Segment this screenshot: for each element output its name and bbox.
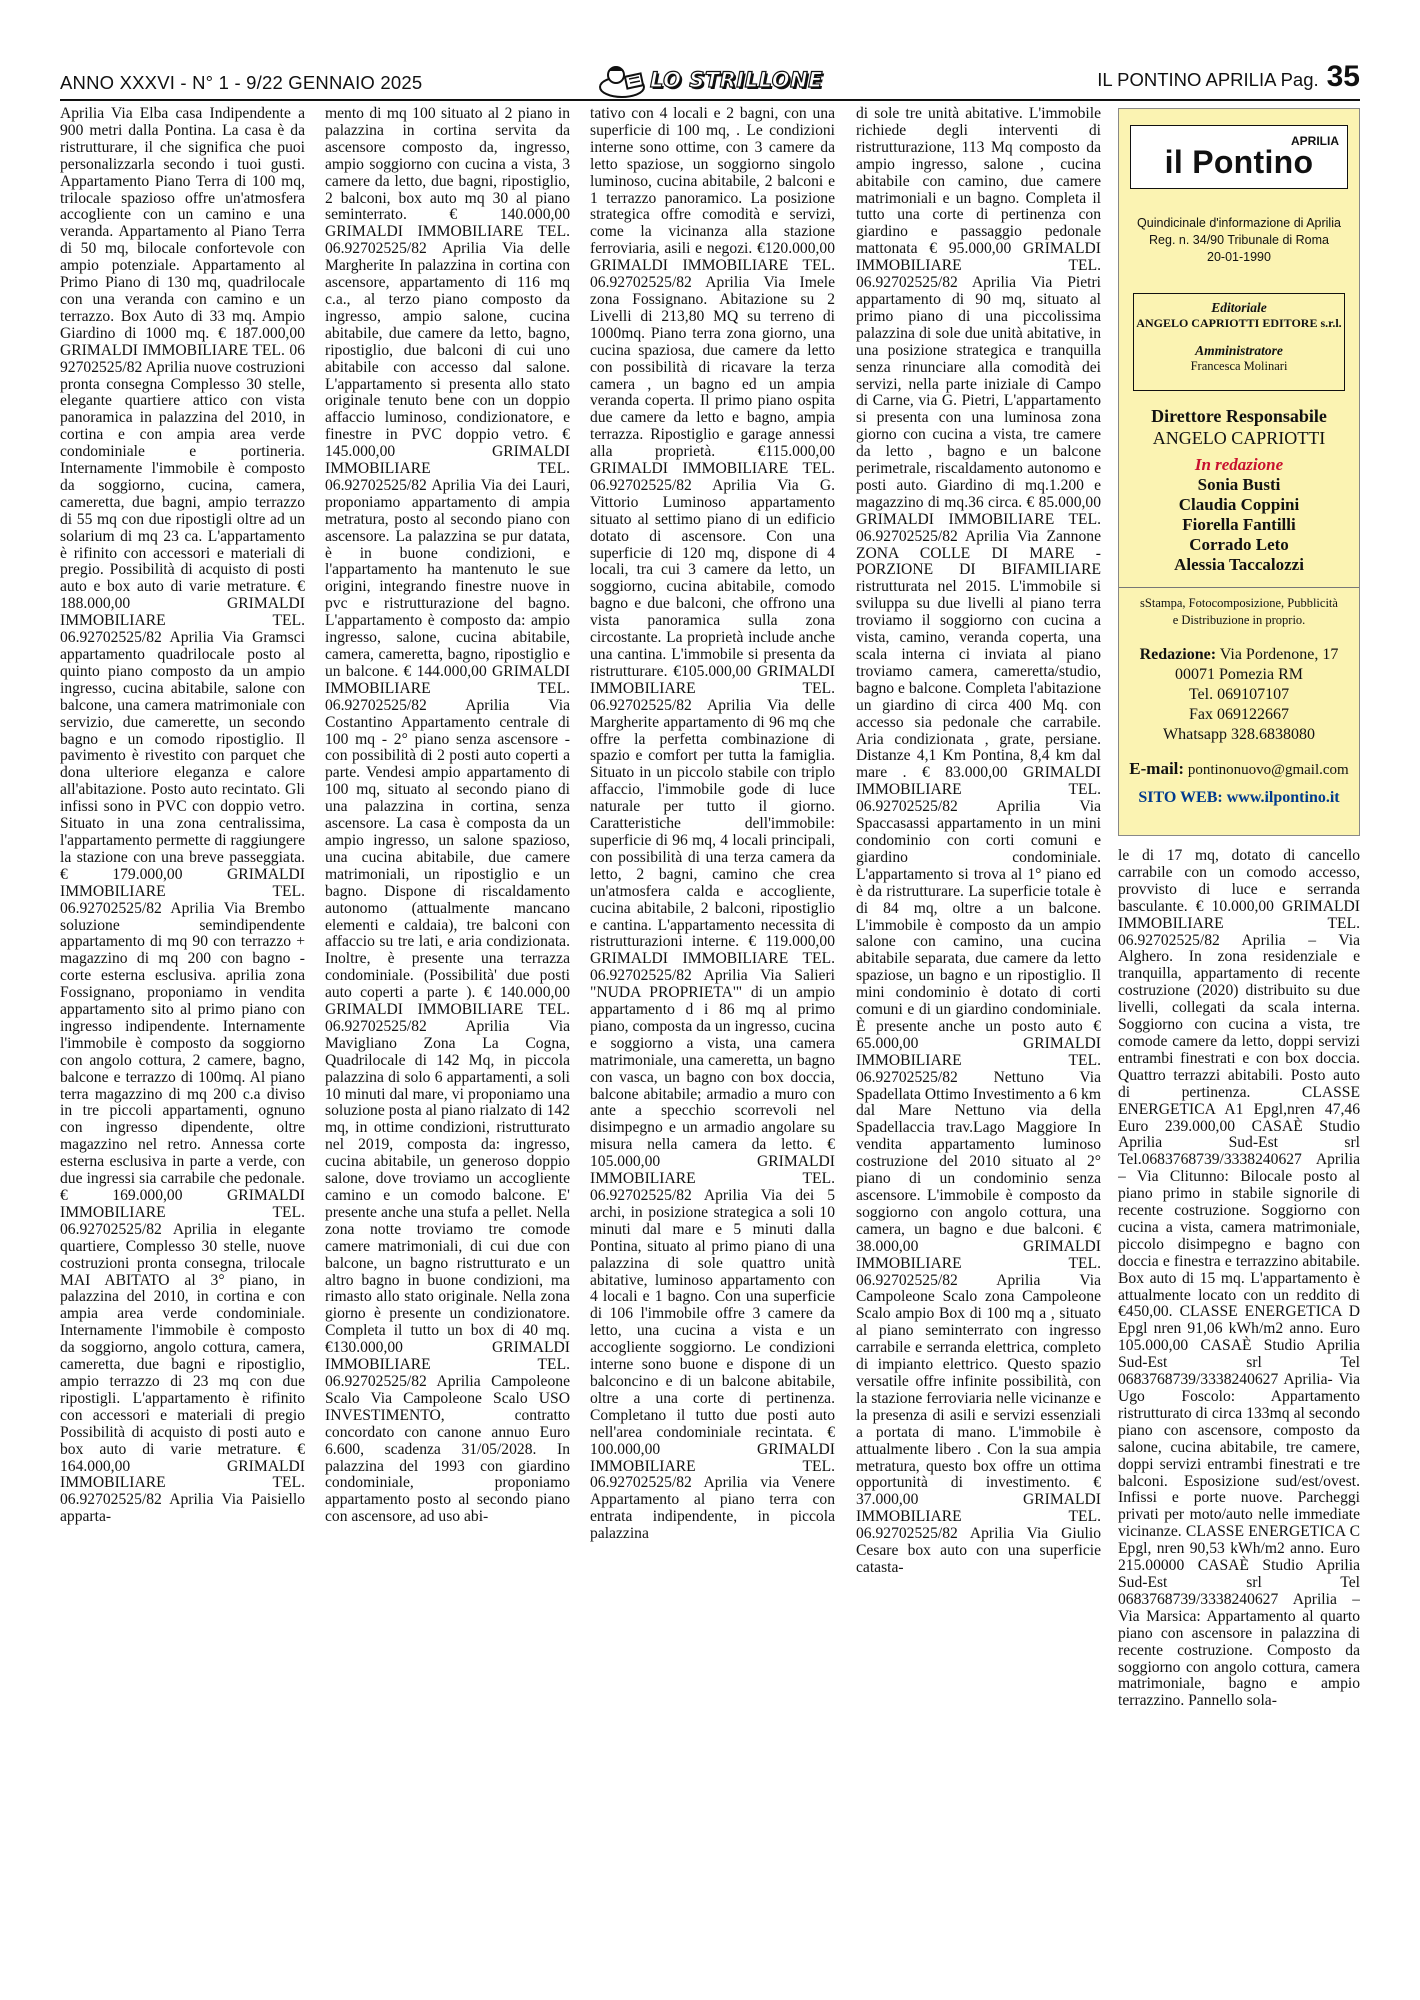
redazione-label: In redazione	[1194, 455, 1284, 474]
ads-column-2	[325, 106, 570, 1976]
address-label: Redazione:	[1139, 646, 1217, 663]
admin-label: Amministratore	[1195, 343, 1283, 358]
address-line-2: 00071 Pomezia RM	[1175, 666, 1303, 683]
whatsapp-number: Whatsapp 328.6838080	[1163, 726, 1315, 743]
subtitle-line-2: Reg. n. 34/90 Tribunale di Roma	[1149, 233, 1329, 247]
masthead-box	[1118, 108, 1360, 836]
ads-column-3	[590, 106, 835, 1976]
page-header	[60, 58, 1360, 98]
masthead-name: il Pontino	[1164, 144, 1314, 180]
email-link[interactable]: pontinonuovo@gmail.com	[1187, 762, 1349, 778]
fax-number: Fax 069122667	[1189, 706, 1289, 723]
website-line	[1123, 789, 1355, 807]
ads-text-3: tativo con 4 locali e 2 bagni, con una superficie di 100 mq, . Le condizioni interne sono ottime, con 3 camere da letto spaziose, un soggiorno singolo luminoso, cucina abitabile, 2 balconi e 1 terrazzo panoramico. La posizione strategica offre comodità e servizi, come la vicinanza alla stazione ferroviaria, asili e negozi. €120.000,00 GRIMALDI IMMOBILIARE TEL. 06.92702525/82 Aprilia Via Imele zona Fossignano. Abitazione su 2 Livelli di 213,80 MQ su terreno di 1000mq. Piano terra zona giorno, una cucina spaziosa, due camere da letto con possibilità di ricavare la terza camera , un bagno ed un ampia veranda coperta. Il primo piano ospita due camere da letto e bagno, ampia terrazza. Ripostiglio e garage annessi alla proprietà. €115.000,00 GRIMALDI IMMOBILIARE TEL. 06.92702525/82 Aprilia Via G. Vittorio Luminoso appartamento situato al settimo piano di un edificio dotato di ascensore. Con una superficie di 120 mq, dispone di 4 locali, tra cui 3 camere da letto, un soggiorno, cucina abitabile, comodo bagno e due balconi, che offrono una vista panoramica sulla zona circostante. La proprietà include anche una cantina. L'immobile si presenta da ristrutturare. €105.000,00 GRIMALDI IMMOBILIARE TEL. 06.92702525/82 Aprilia Via delle Margherite appartamento di 96 mq che offre la perfetta combinazione di spazio e comfort per tutta la famiglia. Situato in un piccolo stabile con triplo affaccio, l'immobile gode di luce naturale per tutto il giorno. Caratteristiche dell'immobile: superficie di 96 mq, 4 locali principali, con possibilità di una terza camera da letto, 2 bagni, camino che crea un'atmosfera calda e accogliente, cucina abitabile, 2 balconi, ripostiglio e cantina. L'appartamento necessita di ristrutturazioni interne. € 119.000,00 GRIMALDI IMMOBILIARE TEL. 06.92702525/82 Aprilia Via Salieri "NUDA PROPRIETA'" di un ampio appartamento d i 86 mq al primo piano, composta da un ingresso, cucina e soggiorno a vista, una camera matrimoniale, una cameretta, un bagno con vasca, un bagno con box doccia, balcone abitabile; armadio a muro con ante a specchio scorrevoli nel disimpegno e un armadio angolare su misura nella camera da letto. € 105.000,00 GRIMALDI IMMOBILIARE TEL. 06.92702525/82 Aprilia Via dei 5 archi, in posizione strategica a soli 10 minuti dal mare e 5 minuti dalla Pontina, situato al primo piano di una palazzina di sole quattro unità abitative, luminoso appartamento con 4 locali e 1 bagno. Con una superficie di 106 l'immobile offre 3 camere da letto, una cucina a vista e un accogliente soggiorno. Le condizioni interne sono buone e dispone di un balconcino e di un balcone abitabile, oltre a una corte di pertinenza. Completano il tutto due posti auto nell'area condominiale recintata. € 100.000,00 GRIMALDI IMMOBILIARE TEL. 06.92702525/82 Aprilia via Venere Appartamento al piano terra con entrata indipendente, in piccola palazzina	[590, 106, 835, 1543]
redazione-block	[1119, 455, 1359, 575]
masthead-subtitle	[1127, 215, 1351, 266]
staff-name: Fiorella Fantilli	[1182, 515, 1296, 534]
email-line	[1123, 759, 1355, 779]
ads-text-2: mento di mq 100 situato al 2 piano in palazzina in cortina servita da ascensore composto da, ingresso, ampio soggiorno con cucina a vista, 3 camere da letto, due bagni, ripostiglio, 2 balconi, box auto mq 30 al piano seminterrato. € 140.000,00 GRIMALDI IMMOBILIARE TEL. 06.92702525/82 Aprilia Via delle Margherite In palazzina in cortina con ascensore, appartamento di 116 mq c.a., al terzo piano composto da ingresso, ampio salone, cucina abitabile, due camere da letto, bagno, ripostiglio, due balconi di cui uno abitabile con accesso dal salone. L'appartamento si presenta allo stato originale tenuto bene con un doppio affaccio luminoso, condizionatore, e finestre in PVC doppio vetro. € 145.000,00 GRIMALDI IMMOBILIARE TEL. 06.92702525/82 Aprilia Via dei Lauri, proponiamo appartamento di ampia metratura, posto al secondo piano con ascensore. La palazzina se pur datata, è in buone condizioni, e l'appartamento ha mantenuto le sue origini, integrando finestre nuove in pvc e ristrutturazione del bagno. L'appartamento è composto da: ampio ingresso, salone, cucina abitabile, camera, cameretta, bagno, ripostiglio e un balcone. € 144.000,00 GRIMALDI IMMOBILIARE TEL. 06.92702525/82 Aprilia Via Costantino Appartamento centrale di 100 mq - 2° piano senza ascensore - con possibilità di 2 posti auto coperti a parte. Vendesi ampio appartamento di 100 mq, situato al secondo piano di una palazzina in cortina, senza ascensore. La casa è composta da un ampio ingresso, un salone spazioso, una cucina abitabile, due camere matrimoniali, un ripostiglio e un bagno. Dispone di riscaldamento autonomo (attualmente mancano elementi e caldaia), tre balconi con affaccio su tre lati, e aria condizionata. Inoltre, è presente una terrazza condominiale. (Possibilità' due posti auto coperti a parte ). € 140.000,00 GRIMALDI IMMOBILIARE TEL. 06.92702525/82 Aprilia Via Mavigliano Zona La Cogna, Quadrilocale di 142 Mq, in piccola palazzina di solo 6 appartamenti, a soli 10 minuti dal mare, vi proponiamo una soluzione posta al piano rialzato di 142 mq, in ottime condizioni, ristrutturato nel 2019, composta da: ingresso, cucina abitabile, un generoso doppio salone, dove troviamo un accogliente camino e un comodo balcone. E' presente anche una stufa a pellet. Nella zona notte troviamo tre comode camere matrimoniali, di cui due con balcone, un bagno ristrutturato e un altro bagno in buone condizioni, ma rimasto allo stato originale. Nella zona giorno è presente un condizionatore. Completa il tutto un box di 40 mq. €130.000,00 GRIMALDI IMMOBILIARE TEL. 06.92702525/82 Aprilia Campoleone Scalo Via Campoleone Scalo USO INVESTIMENTO, contratto concordato con canone annuo Euro 6.600, scadenza 31/05/2028. In palazzina del 1993 con giardino condominiale, proponiamo appartamento posto al secondo piano con ascensore, ad uso abi-	[325, 106, 570, 1526]
page-number: 35	[1326, 60, 1360, 93]
staff-name: Sonia Busti	[1197, 475, 1281, 494]
website-label: SITO WEB:	[1138, 789, 1223, 806]
paper-page-label	[1097, 60, 1360, 94]
print-line-2: e Distribuzione in proprio.	[1172, 613, 1306, 627]
contact-block	[1123, 645, 1355, 745]
logo-text: LO STRILLONE	[650, 68, 824, 92]
subtitle-line-3: 20-01-1990	[1207, 250, 1271, 264]
masthead-title	[1130, 125, 1348, 189]
lo-strillone-logo	[596, 64, 846, 96]
masthead-city: APRILIA	[1291, 134, 1339, 148]
address-line-1: Via Pordenone, 17	[1219, 646, 1339, 663]
email-label: E-mail:	[1129, 759, 1185, 778]
ads-text-4: di sole tre unità abitative. L'immobile richiede degli interventi di ristrutturazione, 113 Mq composto da ampio ingresso, salone , cucina abitabile con camino, due camere matrimoniali e un bagno. Completa il tutto una corte di pertinenza con giardino e passaggio pedonale mattonata € 95.000,00 GRIMALDI IMMOBILIARE TEL. 06.92702525/82 Aprilia Via Pietri appartamento di 90 mq, situato al primo piano di una piccolissima palazzina di sole due unità abitative, in una posizione strategica e tranquilla senza rinunciare alla comodità dei servizi, nella parte iniziale di Campo di Carne, via G. Pietri, L'appartamento si presenta con una luminosa zona giorno con cucina a vista, tre camere da letto , bagno e un balcone perimetrale, riscaldamento autonomo e posti auto. Giardino di mq.1.200 e magazzino di mq.36 circa. € 85.000,00 GRIMALDI IMMOBILIARE TEL. 06.92702525/82 Aprilia Via Zannone ZONA COLLE DI MARE - PORZIONE DI BIFAMILIARE ristrutturata nel 2015. L'immobile si sviluppa su due livelli al piano terra troviamo il soggiorno con cucina a vista, camino, veranda coperta, una scala interna ci inviata al piano troviamo camera, cameretta/studio, bagno e balcone. Completa l'abitazione un giardino di circa 400 Mq. con accesso sia pedonale che carrabile. Aria condizionata , grate, persiane. Distanze 4,1 Km Pontina, 8,4 km dal mare . € 83.000,00 GRIMALDI IMMOBILIARE TEL. 06.92702525/82 Aprilia Via Spaccasassi appartamento in un mini condominio con corti comuni e giardino condominiale. L'appartamento si trova al 1° piano ed è da ristrutturare. La superficie totale è di 84 mq, oltre a un balcone. L'immobile è composto da un ampio salone con camino, una cucina abitabile separata, due camere da letto spaziose, un bagno e un ripostiglio. Il mini condominio è dotato di corti comuni e di un giardino condominiale. È presente anche un posto auto € 65.000,00 GRIMALDI IMMOBILIARE TEL. 06.92702525/82 Nettuno Via Spadellata Ottimo Investimento a 6 km dal Mare Nettuno via della Spadellaccia trav.Lago Maggiore In vendita appartamento luminoso costruzione del 2010 situato al 2° piano di un condominio senza ascensore. L'immobile è composto da soggiorno con angolo cottura, una camera, un bagno e due balconi. € 38.000,00 GRIMALDI IMMOBILIARE TEL. 06.92702525/82 Aprilia Via Campoleone Scalo zona Campoleone Scalo ampio Box di 100 mq a , situato al piano seminterrato con ingresso carrabile e serranda elettrica, completo di impianto elettrico. Questo spazio versatile offre infinite possibilità, con la stazione ferroviaria nelle vicinanze e la presenza di asili e servizi essenziali a portata di mano. L'immobile è attualmente libero . Con la sua ampia metratura, questo box offre un ottima opportunità di investimento. € 37.000,00 GRIMALDI IMMOBILIARE TEL. 06.92702525/82 Aprilia Via Giulio Cesare box auto con una superficie catasta-	[856, 106, 1101, 1576]
newsboy-icon	[596, 61, 648, 99]
ads-column-4	[856, 106, 1101, 1976]
masthead-divider	[1119, 587, 1359, 588]
editor-box	[1133, 293, 1345, 391]
ads-column-1	[60, 106, 305, 1976]
issue-line: ANNO XXXVI - N° 1 - 9/22 GENNAIO 2025	[60, 72, 423, 93]
paper-name: IL PONTINO APRILIA Pag.	[1097, 69, 1319, 90]
ads-text-1: Aprilia Via Elba casa Indipendente a 900 metri dalla Pontina. La casa è da ristrutturare, il che significa che puoi personalizzarla secondo i tuoi gusti. Appartamento Piano Terra di 100 mq, trilocale spazioso offre un'atmosfera accogliente con un camino e una veranda. Appartamento al Piano Terra di 50 mq, bilocale confortevole con ampio potenziale. Appartamento al Primo Piano di 130 mq, quadrilocale con una veranda con camino e un terrazzo. Box Auto di 33 mq. Ampio Giardino di 1000 mq. € 187.000,00 GRIMALDI IMMOBILIARE TEL. 06 92702525/82 Aprilia nuove costruzioni pronta consegna Complesso 30 stelle, elegante quartiere attico con vista panoramica in palazzina del 2010, in cortina e con ampia area verde condominiale e portineria. Internamente l'immobile è composto da soggiorno, cucina, camera, cameretta, due bagni, ampio terrazzo di 55 mq con due ripostigli oltre ad un solarium di mq 23 ca. L'appartamento è rifinito con accessori e materiali di pregio. Possibilità di acquisto di posti auto e box auto di varie metrature. € 188.000,00 GRIMALDI IMMOBILIARE TEL. 06.92702525/82 Aprilia Via Gramsci appartamento quadrilocale posto al quinto piano composto da un ampio ingresso, cucina abitabile, salone con balcone, una camera matrimoniale con servizio, due camerette, un secondo bagno e un comodo ripostiglio. Il pavimento è rivestito con parquet che dona ulteriore eleganza e calore all'abitazione. Posto auto recintato. Gli infissi sono in PVC con doppio vetro. Situato in una zona centralissima, l'appartamento permette di raggiungere la stazione con una breve passeggiata. € 179.000,00 GRIMALDI IMMOBILIARE TEL. 06.92702525/82 Aprilia Via Brembo soluzione semindipendente appartamento di mq 90 con terrazzo + magazzino di mq 200 con bagno - corte esterna esclusiva. aprilia zona Fossignano, proponiamo in vendita appartamento sito al primo piano con ingresso indipendente. Internamente l'immobile è composto da soggiorno con angolo cottura, 2 camere, bagno, balcone e terrazzo di 100mq. Al piano terra magazzino di mq 200 c.a diviso in tre piccoli appartamenti, ognuno con ingresso dipendente, oltre magazzino nel retro. Annessa corte esterna esclusiva in parte a verde, con due ingressi sia carrabile che pedonale. € 169.000,00 GRIMALDI IMMOBILIARE TEL. 06.92702525/82 Aprilia in elegante quartiere, Complesso 30 stelle, nuove costruzioni pronta consegna, trilocale MAI ABITATO al 3° piano, in palazzina del 2010, in cortina e con ampia area verde condominiale. Internamente l'immobile è composto da soggiorno, angolo cottura, camera, cameretta, due bagni e ripostiglio, ampio terrazzo di 23 mq con due ripostigli. L'appartamento è rifinito con accessori e materiali di pregio Possibilità di acquisto di posti auto e box auto di varie metrature. € 164.000,00 GRIMALDI IMMOBILIARE TEL. 06.92702525/82 Aprilia Via Paisiello apparta-	[60, 106, 305, 1526]
director-block	[1119, 405, 1359, 449]
website-link[interactable]: www.ilpontino.it	[1226, 789, 1340, 806]
ads-column-5	[1118, 848, 1360, 1978]
staff-name: Alessia Taccalozzi	[1174, 555, 1304, 574]
staff-name: Claudia Coppini	[1178, 495, 1300, 514]
staff-name: Corrado Leto	[1189, 535, 1289, 554]
print-line-1: sStampa, Fotocomposizione, Pubblicità	[1140, 596, 1338, 610]
tel-number: Tel. 069107107	[1188, 686, 1290, 703]
print-info	[1127, 595, 1351, 629]
editorial-value: ANGELO CAPRIOTTI EDITORE s.r.l.	[1136, 316, 1342, 330]
subtitle-line-1: Quindicinale d'informazione di Aprilia	[1137, 216, 1341, 230]
admin-value: Francesca Molinari	[1190, 359, 1288, 373]
director-label: Direttore Responsabile	[1151, 406, 1327, 426]
director-value: ANGELO CAPRIOTTI	[1152, 428, 1326, 448]
ads-text-5: le di 17 mq, dotato di cancello carrabile con un comodo accesso, provvisto di luce e serranda basculante. € 10.000,00 GRIMALDI IMMOBILIARE TEL. 06.92702525/82 Aprilia – Via Alghero. In zona residenziale e tranquilla, appartamento di recente costruzione (2020) distribuito su due livelli, collegati da scala interna. Soggiorno con cucina a vista, tre comode camere da letto, doppi servizi entrambi finestrati e con box doccia. Quattro terrazzi abitabili. Posto auto di pertinenza. CLASSE ENERGETICA A1 Epgl,nren 47,46 Euro 239.000,00 CASAÈ Studio Aprilia Sud-Est srl Tel.0683768739/3338240627 Aprilia – Via Clitunno: Bilocale posto al piano primo in stabile signorile di recente costruzione. Soggiorno con cucina a vista, camera matrimoniale, piccolo disimpegno e bagno con doccia e finestra e terrazzino abitabile. Box auto di 15 mq. L'appartamento è attualmente locato con un reddito di €450,00. CLASSE ENERGETICA D Epgl nren 91,06 kWh/m2 anno. Euro 105.000,00 CASAÈ Studio Aprilia Sud-Est srl Tel 0683768739/3338240627 Aprilia- Via Ugo Foscolo: Appartamento ristrutturato di circa 133mq al secondo piano con ascensore, composto da salone, cucina abitabile, tre camere, doppi servizi entrambi finestrati e tre balconi. Esposizione sud/est/ovest. Infissi e porte nuove. Parcheggi privati per moto/auto nelle immediate vicinanze. CLASSE ENERGETICA C Epgl, nren 90,53 kWh/m2 anno. Euro 215.00000 CASAÈ Studio Aprilia Sud-Est srl Tel 0683768739/3338240627 Aprilia – Via Marsica: Appartamento al quarto piano con ascensore in palazzina di recente costruzione. Composto da soggiorno con angolo cottura, camera matrimoniale, bagno e ampio terrazzino. Pannello sola-	[1118, 848, 1360, 1710]
header-rule	[60, 99, 1360, 101]
editorial-label: Editoriale	[1211, 300, 1267, 315]
